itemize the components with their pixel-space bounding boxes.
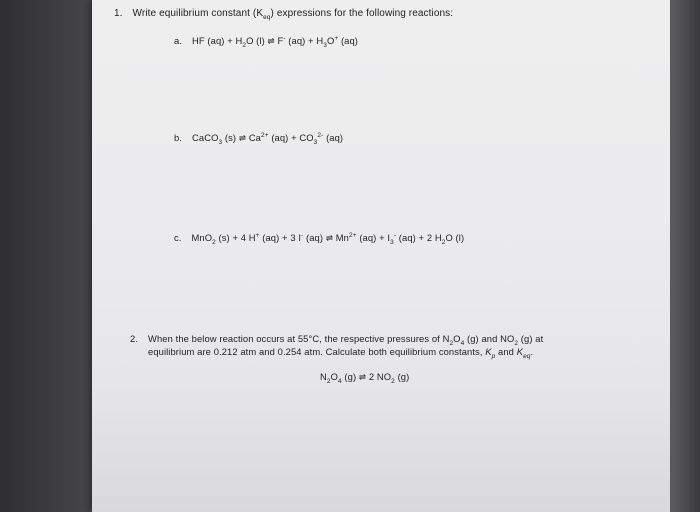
subscript: eq (523, 352, 531, 360)
reaction-b-text: Ca (248, 132, 261, 143)
question-2-text: and (495, 346, 517, 357)
charge: - (283, 34, 286, 42)
reaction-b-text: (aq) + CO (268, 132, 314, 143)
part-b-label: b. (174, 132, 183, 143)
question-2-text: (g) at (518, 333, 544, 344)
reaction-c-text: (aq) (303, 232, 324, 243)
reaction-text: (g) (341, 371, 357, 382)
equilibrium-arrow-icon: ⇌ (267, 36, 275, 46)
question-2-line-1 (130, 333, 544, 347)
reaction-a (174, 35, 358, 47)
reaction-b-text: CaCO (192, 132, 219, 143)
reaction-text: O (330, 371, 338, 382)
reaction-text: 2 NO (366, 371, 392, 382)
question-1 (114, 8, 453, 19)
subscript: 2 (514, 339, 519, 347)
question-2-text: equilibrium are 0.212 atm and 0.254 atm. Calculate both equilibrium constants, (148, 346, 486, 357)
reaction-b-text: (aq) (323, 132, 344, 143)
reaction-c-text: (aq) + 2 H (396, 232, 442, 243)
reaction-c-text: (s) + 4 H (215, 232, 256, 243)
reaction-c (174, 232, 464, 244)
subscript: 2 (326, 377, 331, 385)
equilibrium-arrow-icon: ⇌ (358, 372, 367, 382)
reaction-a-text: HF (aq) + H (192, 35, 243, 46)
subscript: 4 (460, 339, 465, 347)
reaction-a-text: O (l) (246, 35, 265, 46)
question-1-number: 1. (114, 8, 123, 19)
reaction-b (174, 132, 343, 144)
question-2-line-2 (148, 346, 534, 360)
subscript: 2 (391, 377, 395, 385)
charge: + (334, 34, 339, 42)
reaction-text: N (320, 371, 327, 382)
charge: 2+ (349, 231, 357, 239)
reaction-c-text: MnO (191, 232, 213, 243)
question-2-text: (g) and NO (464, 333, 515, 344)
reaction-b-text: (s) (222, 132, 237, 143)
reaction-c-text: (aq) + I (356, 232, 391, 243)
reaction-c-text: (aq) + 3 I (259, 232, 302, 243)
reaction-a-text: O (326, 35, 335, 46)
charge: + (255, 231, 260, 239)
question-2-text: . (530, 346, 534, 357)
reaction-c-text: Mn (335, 232, 349, 243)
subscript: 2 (212, 238, 216, 246)
subscript: 3 (313, 138, 318, 146)
reaction-a-text: (aq) (338, 35, 359, 46)
subscript: 3 (390, 238, 394, 246)
part-c-label: c. (174, 232, 182, 243)
reaction-text: (g) (394, 371, 410, 382)
keq-symbol: K (516, 346, 524, 357)
charge: - (393, 231, 397, 239)
reaction-n2o4 (320, 371, 409, 383)
reaction-a-text: (aq) + H (285, 35, 324, 46)
charge: 2- (317, 131, 324, 139)
charge: 2+ (261, 131, 269, 139)
subscript: 4 (338, 377, 342, 385)
charge: - (301, 231, 304, 239)
question-2-text: When the below reaction occurs at 55°C, the respective pressures of N (148, 333, 450, 344)
question-1-text-end: ) expressions for the following reactions: (270, 8, 454, 19)
part-a-label: a. (174, 35, 183, 46)
subscript: 2 (449, 339, 454, 347)
subscript: 2 (242, 41, 247, 49)
reaction-a-text: F (277, 35, 284, 46)
subscript: p (491, 352, 496, 360)
worksheet-page (92, 0, 670, 512)
question-2-number: 2. (130, 333, 139, 344)
equilibrium-arrow-icon: ⇌ (325, 233, 334, 243)
question-1-text: Write equilibrium constant (K (132, 8, 264, 19)
subscript: 3 (323, 41, 327, 49)
subscript: 3 (218, 138, 223, 146)
question-2-text: O (453, 333, 461, 344)
kp-symbol: K (485, 346, 492, 357)
reaction-c-text: O (l) (445, 232, 465, 243)
k-eq-subscript: eq (263, 14, 271, 21)
equilibrium-arrow-icon: ⇌ (238, 133, 247, 143)
subscript: 2 (441, 238, 446, 246)
